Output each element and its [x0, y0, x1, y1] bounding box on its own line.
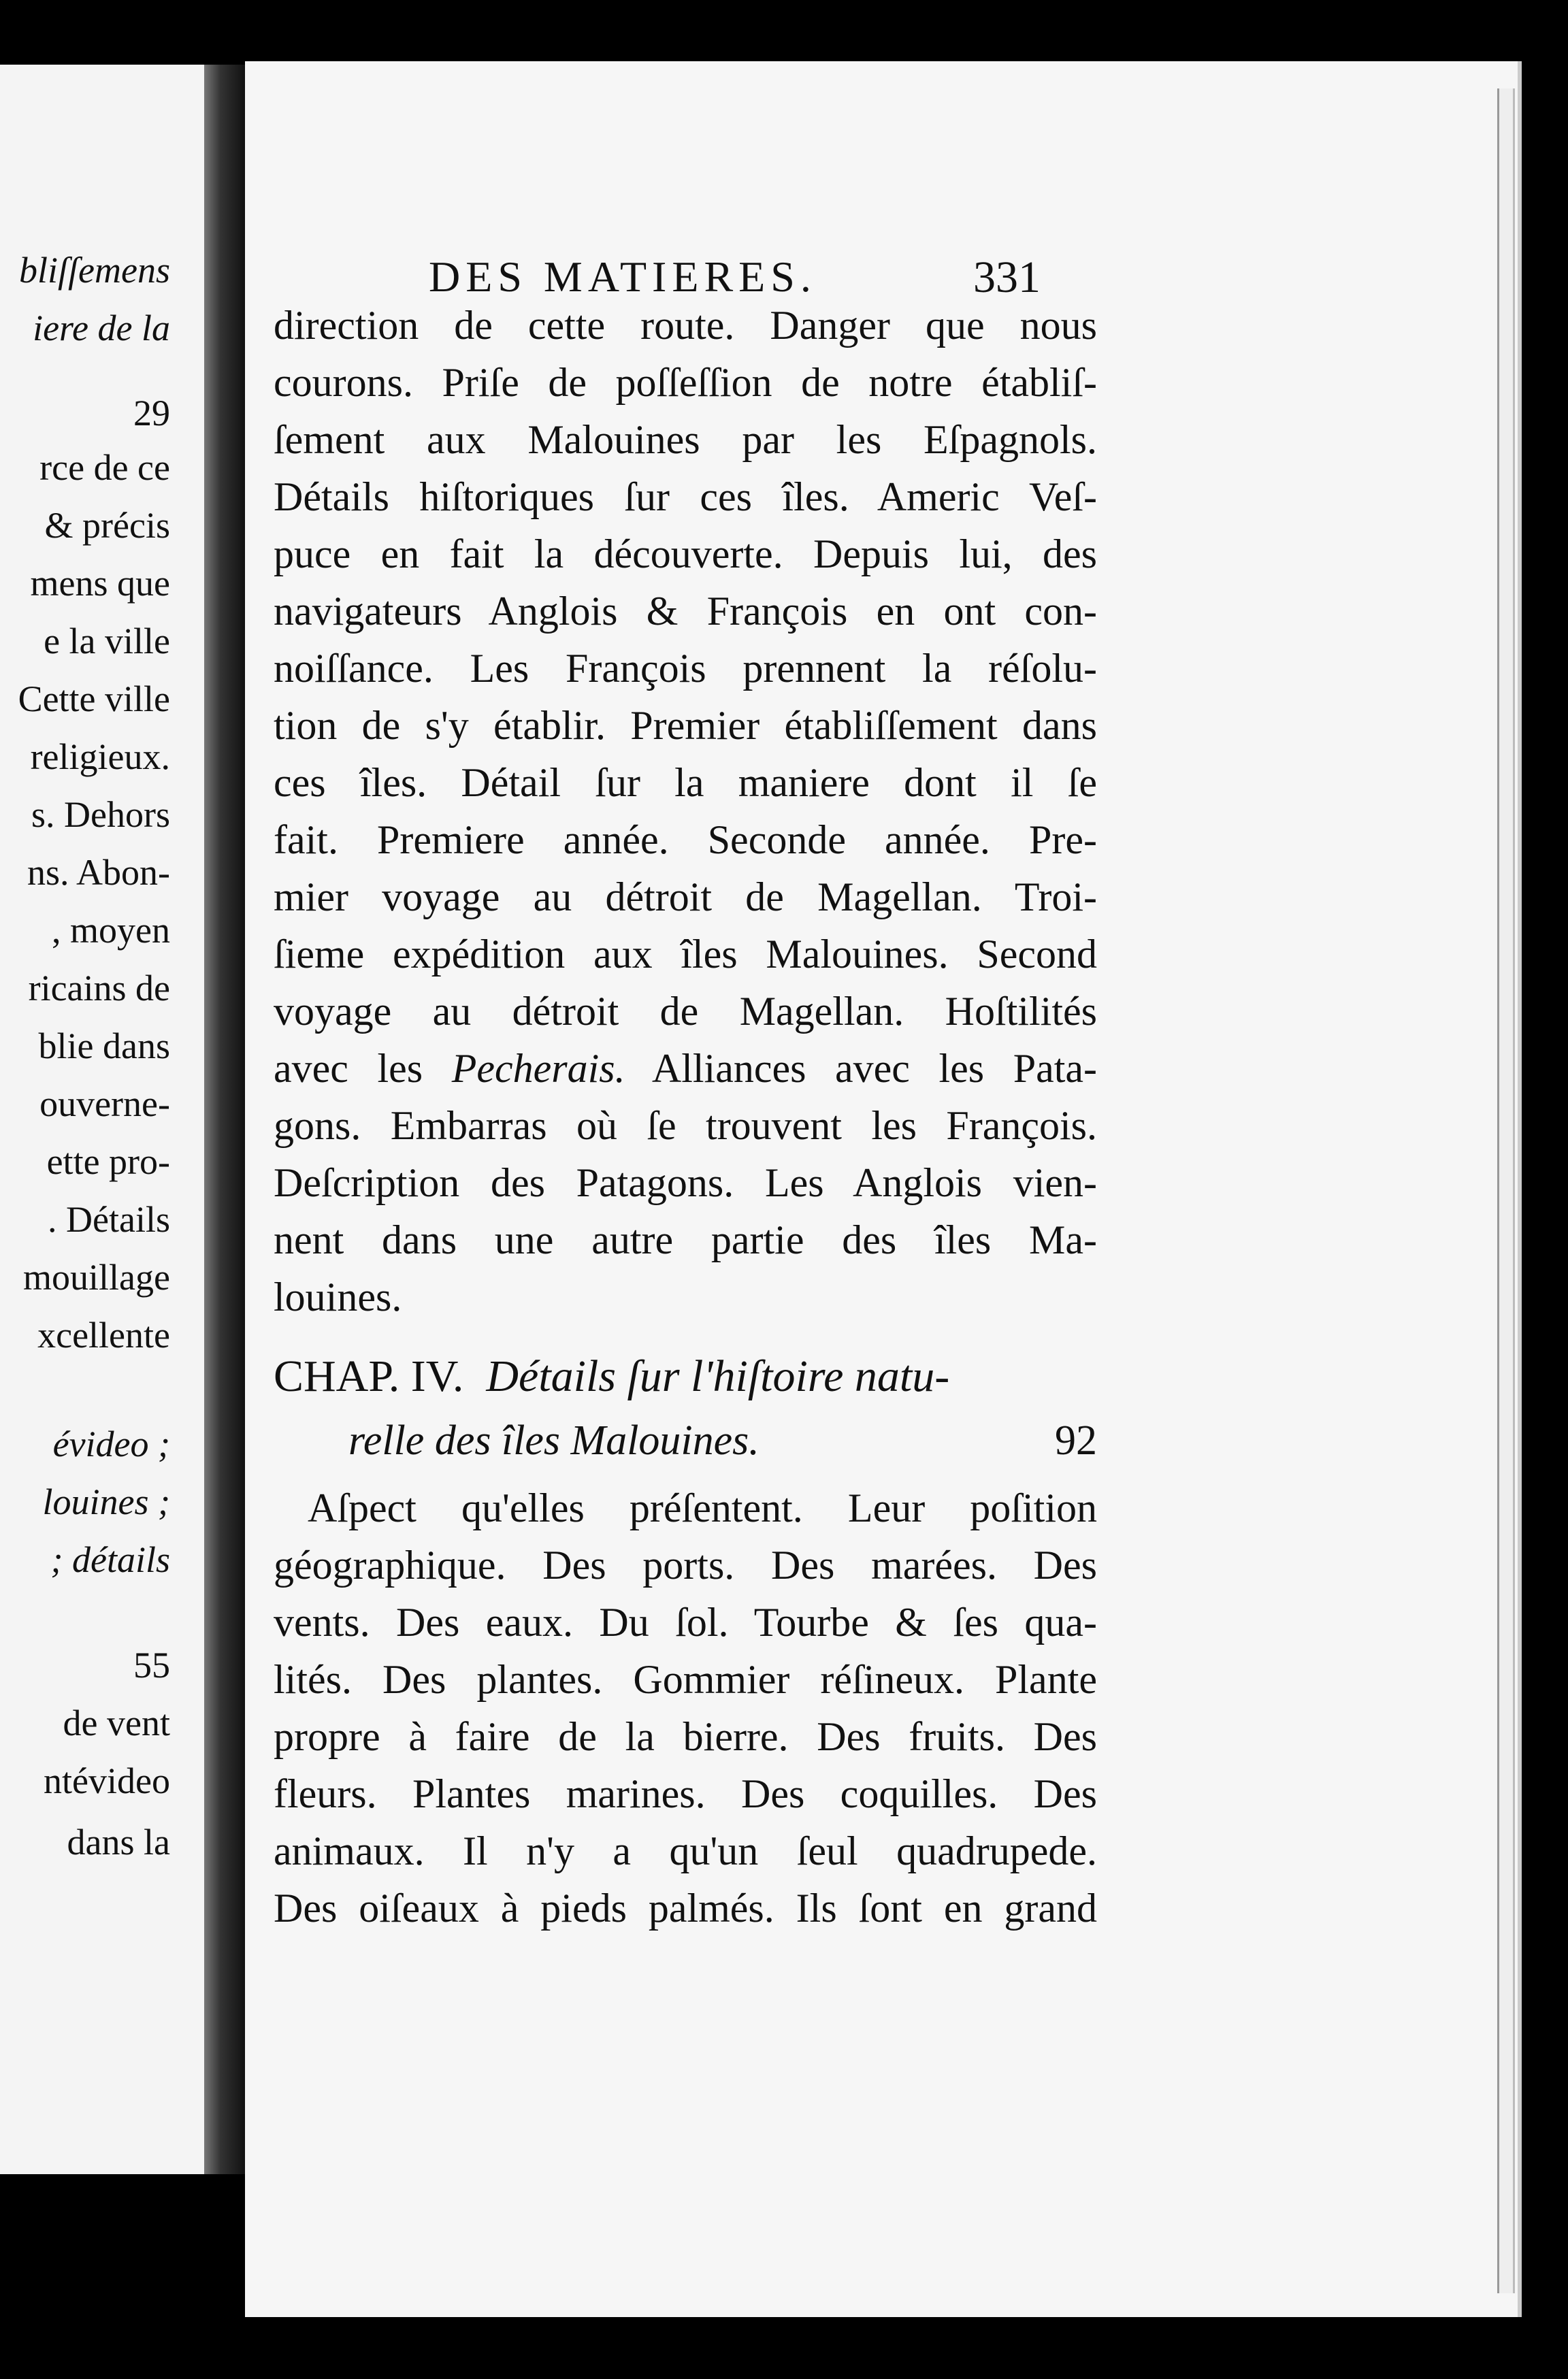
text-line: ſement aux Malouines par les Eſpagnols. — [274, 417, 1097, 462]
previous-page-line: iere de la — [33, 308, 170, 348]
text-line: courons. Priſe de poſſeſſion de notre établiſ- — [274, 360, 1097, 405]
previous-page — [0, 65, 204, 2174]
previous-page-line: ouverne- — [39, 1083, 170, 1124]
text-line: animaux. Il n'y a qu'un ſeul quadrupede. — [274, 1828, 1097, 1873]
text-line: nent dans une autre partie des îles Ma- — [274, 1217, 1097, 1262]
text-line: vents. Des eaux. Du ſol. Tourbe & ſes qua- — [274, 1600, 1097, 1645]
previous-page-line: ns. Abon- — [27, 852, 170, 893]
previous-page-line: 55 — [133, 1645, 170, 1686]
previous-page-line: & précis — [44, 505, 170, 546]
running-head: DES MATIERES. — [429, 252, 817, 301]
previous-page-line: . Détails — [48, 1199, 170, 1240]
book-gutter — [204, 65, 245, 2174]
text-line — [274, 1048, 1097, 1089]
page-number: 331 — [973, 252, 1041, 302]
text-line: puce en fait la découverte. Depuis lui, des — [274, 531, 1097, 576]
text-line: navigateurs Anglois & François en ont con- — [274, 589, 1097, 634]
text-line: noiſſance. Les François prennent la réſolu- — [274, 646, 1097, 691]
italic-term: Pecherais. — [451, 1046, 625, 1091]
previous-page-line: bliſſemens — [19, 250, 170, 291]
previous-page-line: louines ; — [42, 1481, 170, 1522]
previous-page-line: ricains de — [28, 968, 170, 1008]
text-line: géographique. Des ports. Des marées. Des — [274, 1543, 1097, 1588]
previous-page-line: ; détails — [50, 1539, 170, 1580]
previous-page-line: 29 — [133, 393, 170, 433]
previous-page-line: Cette ville — [18, 678, 170, 719]
text-line: mier voyage au détroit de Magellan. Troi- — [274, 874, 1097, 919]
text-line: tion de s'y établir. Premier établiſſement dans — [274, 703, 1097, 748]
text-line: gons. Embarras où ſe trouvent les François. — [274, 1103, 1097, 1148]
previous-page-line: religieux. — [30, 736, 170, 777]
text-line: lités. Des plantes. Gommier réſineux. Plante — [274, 1657, 1097, 1702]
chapter-title: Détails ſur l'hiſtoire natu- — [486, 1351, 950, 1401]
text-line: Aſpect qu'elles préſentent. Leur poſition — [308, 1486, 1097, 1530]
previous-page-line: mouillage — [23, 1257, 170, 1298]
previous-page-line: de vent — [63, 1703, 170, 1743]
text-line: louines. — [274, 1275, 402, 1319]
chapter-title: relle des îles Malouines. — [348, 1417, 760, 1464]
previous-page-line: mens que — [30, 563, 170, 604]
text-line: Des oiſeaux à pieds palmés. Ils ſont en grand — [274, 1886, 1097, 1931]
text-span: Alliances avec les Pata- — [625, 1046, 1097, 1091]
chapter-page-ref: 92 — [1055, 1417, 1097, 1464]
previous-page-line: ette pro- — [46, 1141, 170, 1182]
text-line: Détails hiſtoriques ſur ces îles. Americ Veſ- — [274, 474, 1097, 519]
text-line: fait. Premiere année. Seconde année. Pre- — [274, 817, 1097, 862]
previous-page-line: ntévideo — [44, 1760, 170, 1801]
text-line: propre à faire de la bierre. Des fruits. Des — [274, 1714, 1097, 1759]
chapter-heading-continued — [274, 1417, 1097, 1464]
text-span: avec les — [274, 1046, 452, 1091]
previous-page-line: blie dans — [38, 1026, 170, 1066]
text-line: Deſcription des Patagons. Les Anglois vien- — [274, 1160, 1097, 1205]
text-line: voyage au détroit de Magellan. Hoſtilités — [274, 989, 1097, 1034]
chapter-heading — [274, 1351, 1097, 1401]
previous-page-line: dans la — [67, 1822, 170, 1863]
previous-page-line: s. Dehors — [31, 794, 170, 835]
previous-page-line: , moyen — [52, 910, 170, 951]
chapter-label: CHAP. IV. — [274, 1351, 464, 1401]
previous-page-line: rce de ce — [39, 447, 170, 488]
previous-page-line: évideo ; — [52, 1424, 170, 1464]
text-line: direction de cette route. Danger que nous — [274, 303, 1097, 348]
text-line: ſieme expédition aux îles Malouines. Second — [274, 932, 1097, 977]
text-line: ces îles. Détail ſur la maniere dont il ſe — [274, 760, 1097, 805]
text-line: fleurs. Plantes marines. Des coquilles. Des — [274, 1771, 1097, 1816]
page-edge — [1497, 88, 1515, 2293]
previous-page-line: e la ville — [44, 621, 170, 661]
previous-page-line: xcellente — [37, 1315, 170, 1356]
